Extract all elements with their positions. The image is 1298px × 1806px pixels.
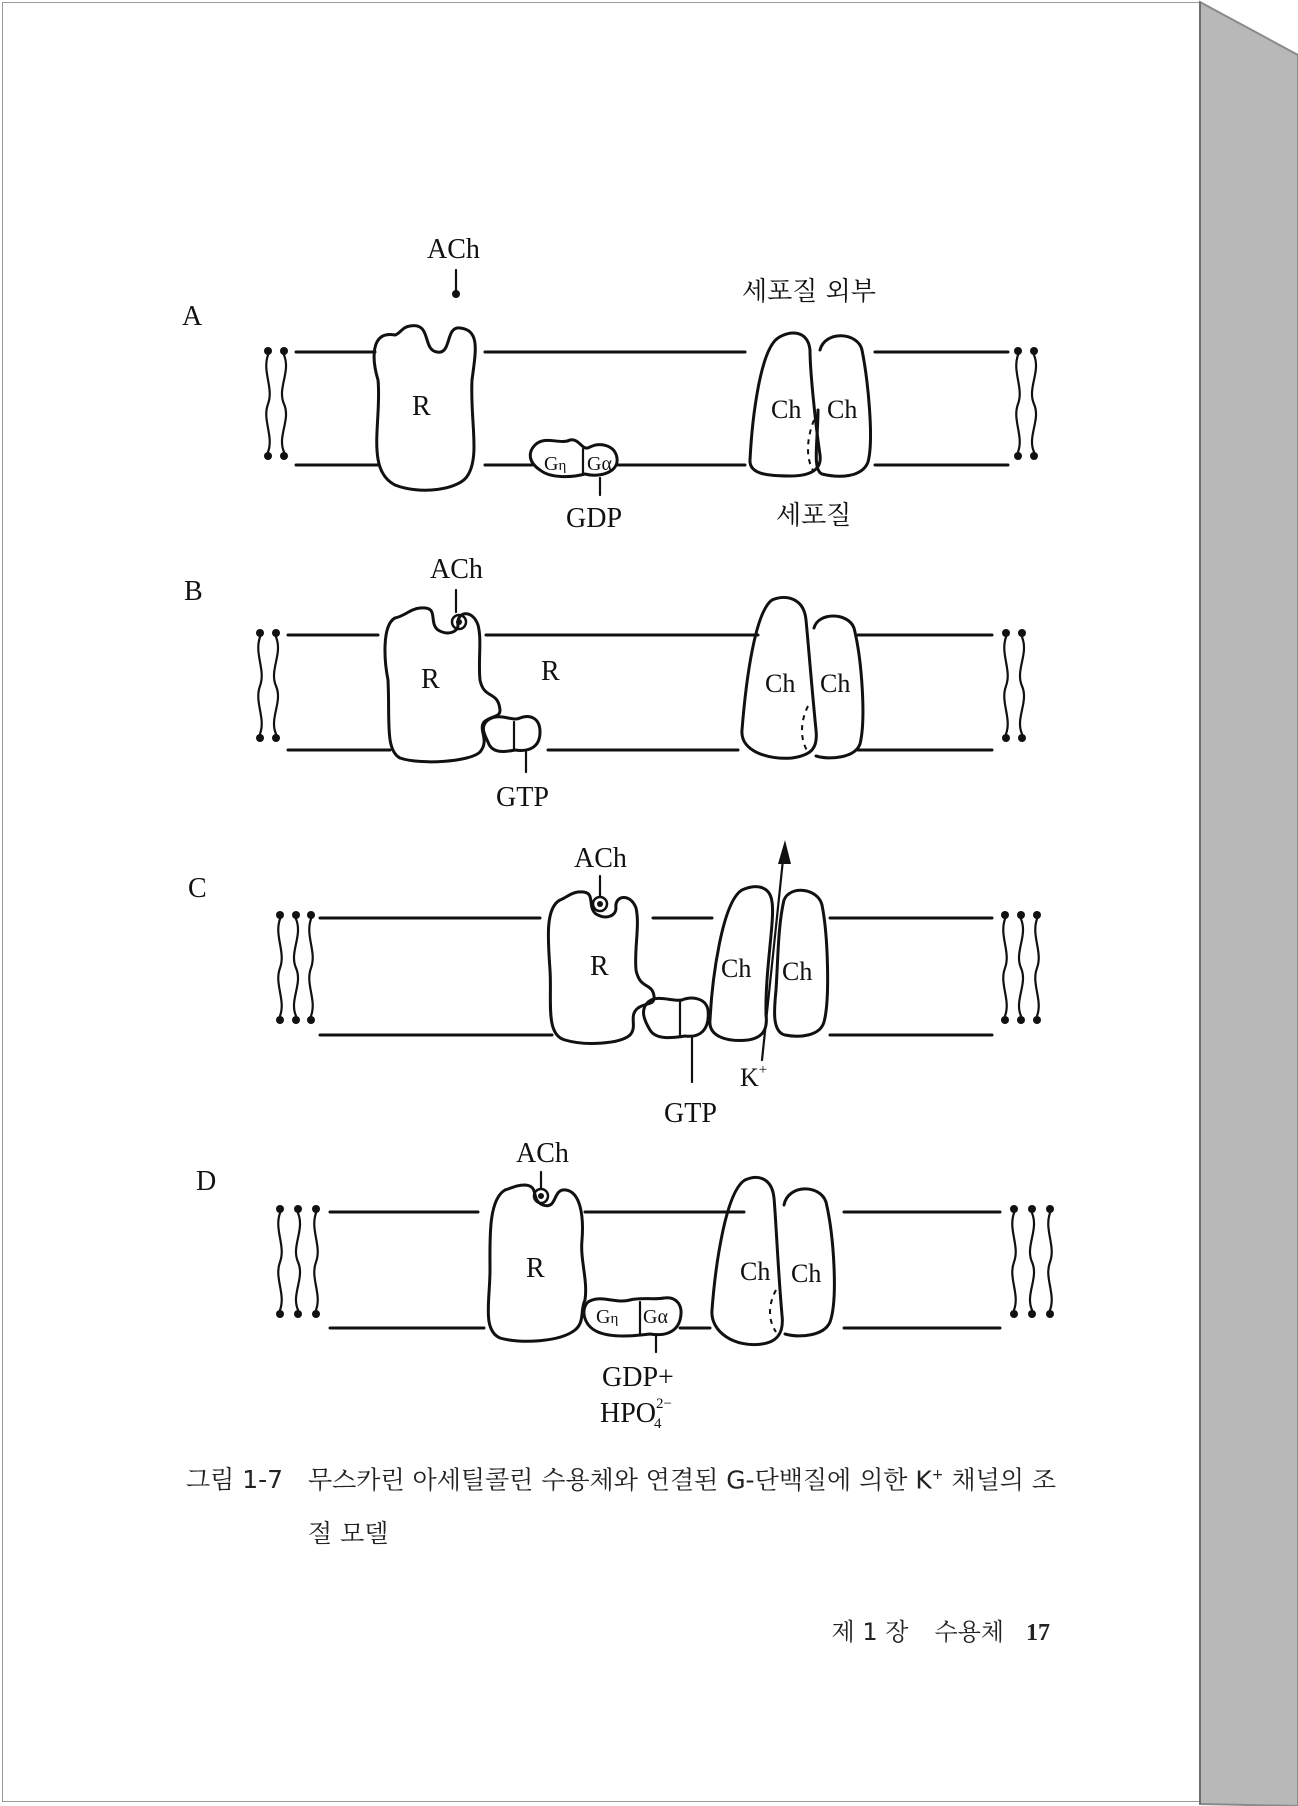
channel-label-right: Ch — [820, 669, 851, 698]
panel-d — [196, 1138, 1054, 1432]
lipid-bilayer-right — [1010, 1205, 1054, 1318]
g-protein-shape — [644, 998, 709, 1038]
receptor-label: R — [421, 664, 440, 695]
chapter-title: 수용체 — [934, 1618, 1004, 1646]
lipid-bilayer-right — [1014, 347, 1038, 460]
panel-c — [188, 840, 1041, 1129]
panel-letter: B — [184, 576, 203, 607]
receptor-label: R — [526, 1253, 545, 1284]
ligand-dot — [452, 290, 460, 298]
lipid-bilayer-left — [276, 911, 315, 1024]
figure-caption — [186, 1448, 1096, 1561]
nucleotide-label: GTP — [496, 782, 549, 813]
channel-label-right: Ch — [791, 1259, 822, 1288]
channel-hidden-edge — [770, 1290, 776, 1332]
chapter-label: 제 1 장 — [831, 1618, 909, 1646]
panel-b — [184, 554, 1026, 813]
channel-hidden-edge — [808, 420, 814, 472]
g-alpha-label: Gα — [587, 453, 612, 475]
extracellular-label: 세포질 외부 — [742, 277, 876, 307]
receptor-label: R — [412, 391, 431, 422]
panel-a — [182, 234, 1038, 534]
caption-text: 무스카린 아세틸콜린 수용체와 연결된 G-단백질에 의한 K — [308, 1465, 932, 1495]
channel-label-right: Ch — [782, 957, 813, 986]
page-number: 17 — [1026, 1620, 1050, 1646]
lipid-bilayer-left — [276, 1205, 320, 1318]
ligand-dot — [597, 901, 603, 907]
receptor-label-2: R — [541, 656, 560, 687]
g-protein-shape — [483, 717, 540, 752]
receptor-label: R — [590, 951, 609, 982]
panel-letter: A — [182, 301, 203, 332]
lipid-bilayer-right — [1001, 911, 1041, 1024]
nucleotide-label: GDP — [566, 503, 623, 534]
cytoplasm-label: 세포질 — [776, 501, 852, 531]
ligand-label: ACh — [574, 843, 627, 874]
g-subunit-label: Gη — [544, 453, 567, 475]
caption-number: 그림 1-7 — [186, 1465, 284, 1495]
channel-label-left: Ch — [765, 669, 796, 698]
ligand-dot — [538, 1193, 544, 1199]
panel-letter: D — [196, 1166, 217, 1197]
nucleotide-label: GTP — [664, 1098, 717, 1129]
lipid-bilayer-left — [264, 347, 288, 460]
caption-line-1 — [186, 1448, 1096, 1507]
channel-label-right: Ch — [827, 395, 858, 424]
channel-label-left: Ch — [721, 954, 752, 983]
ligand-label: ACh — [516, 1138, 569, 1169]
lipid-bilayer-right — [1002, 629, 1026, 742]
caption-text-end: 채널의 조 — [943, 1465, 1057, 1495]
ligand-dot — [456, 619, 462, 625]
phosphate-label: $HPO^{2-}$ 4 — [600, 1396, 672, 1432]
caption-superscript: + — [931, 1467, 944, 1483]
ion-flux-arrowhead — [778, 840, 791, 864]
ion-label: K+ — [740, 1062, 768, 1092]
ion-flux-arrow — [762, 850, 784, 1060]
ligand-label: ACh — [430, 554, 483, 585]
receptor-shape — [385, 608, 500, 762]
caption-line-2: 절 모델 — [308, 1519, 389, 1549]
g-subunit-label: Gη — [596, 1306, 619, 1328]
lipid-bilayer-left — [256, 629, 280, 742]
ligand-label: ACh — [427, 234, 480, 265]
panel-letter: C — [188, 873, 207, 904]
running-footer — [832, 1612, 1050, 1647]
channel-label-left: Ch — [740, 1257, 771, 1286]
channel-label-left: Ch — [771, 395, 802, 424]
g-alpha-label: Gα — [643, 1306, 668, 1328]
nucleotide-label: GDP+ — [602, 1362, 674, 1393]
channel-hidden-edge — [802, 706, 808, 752]
